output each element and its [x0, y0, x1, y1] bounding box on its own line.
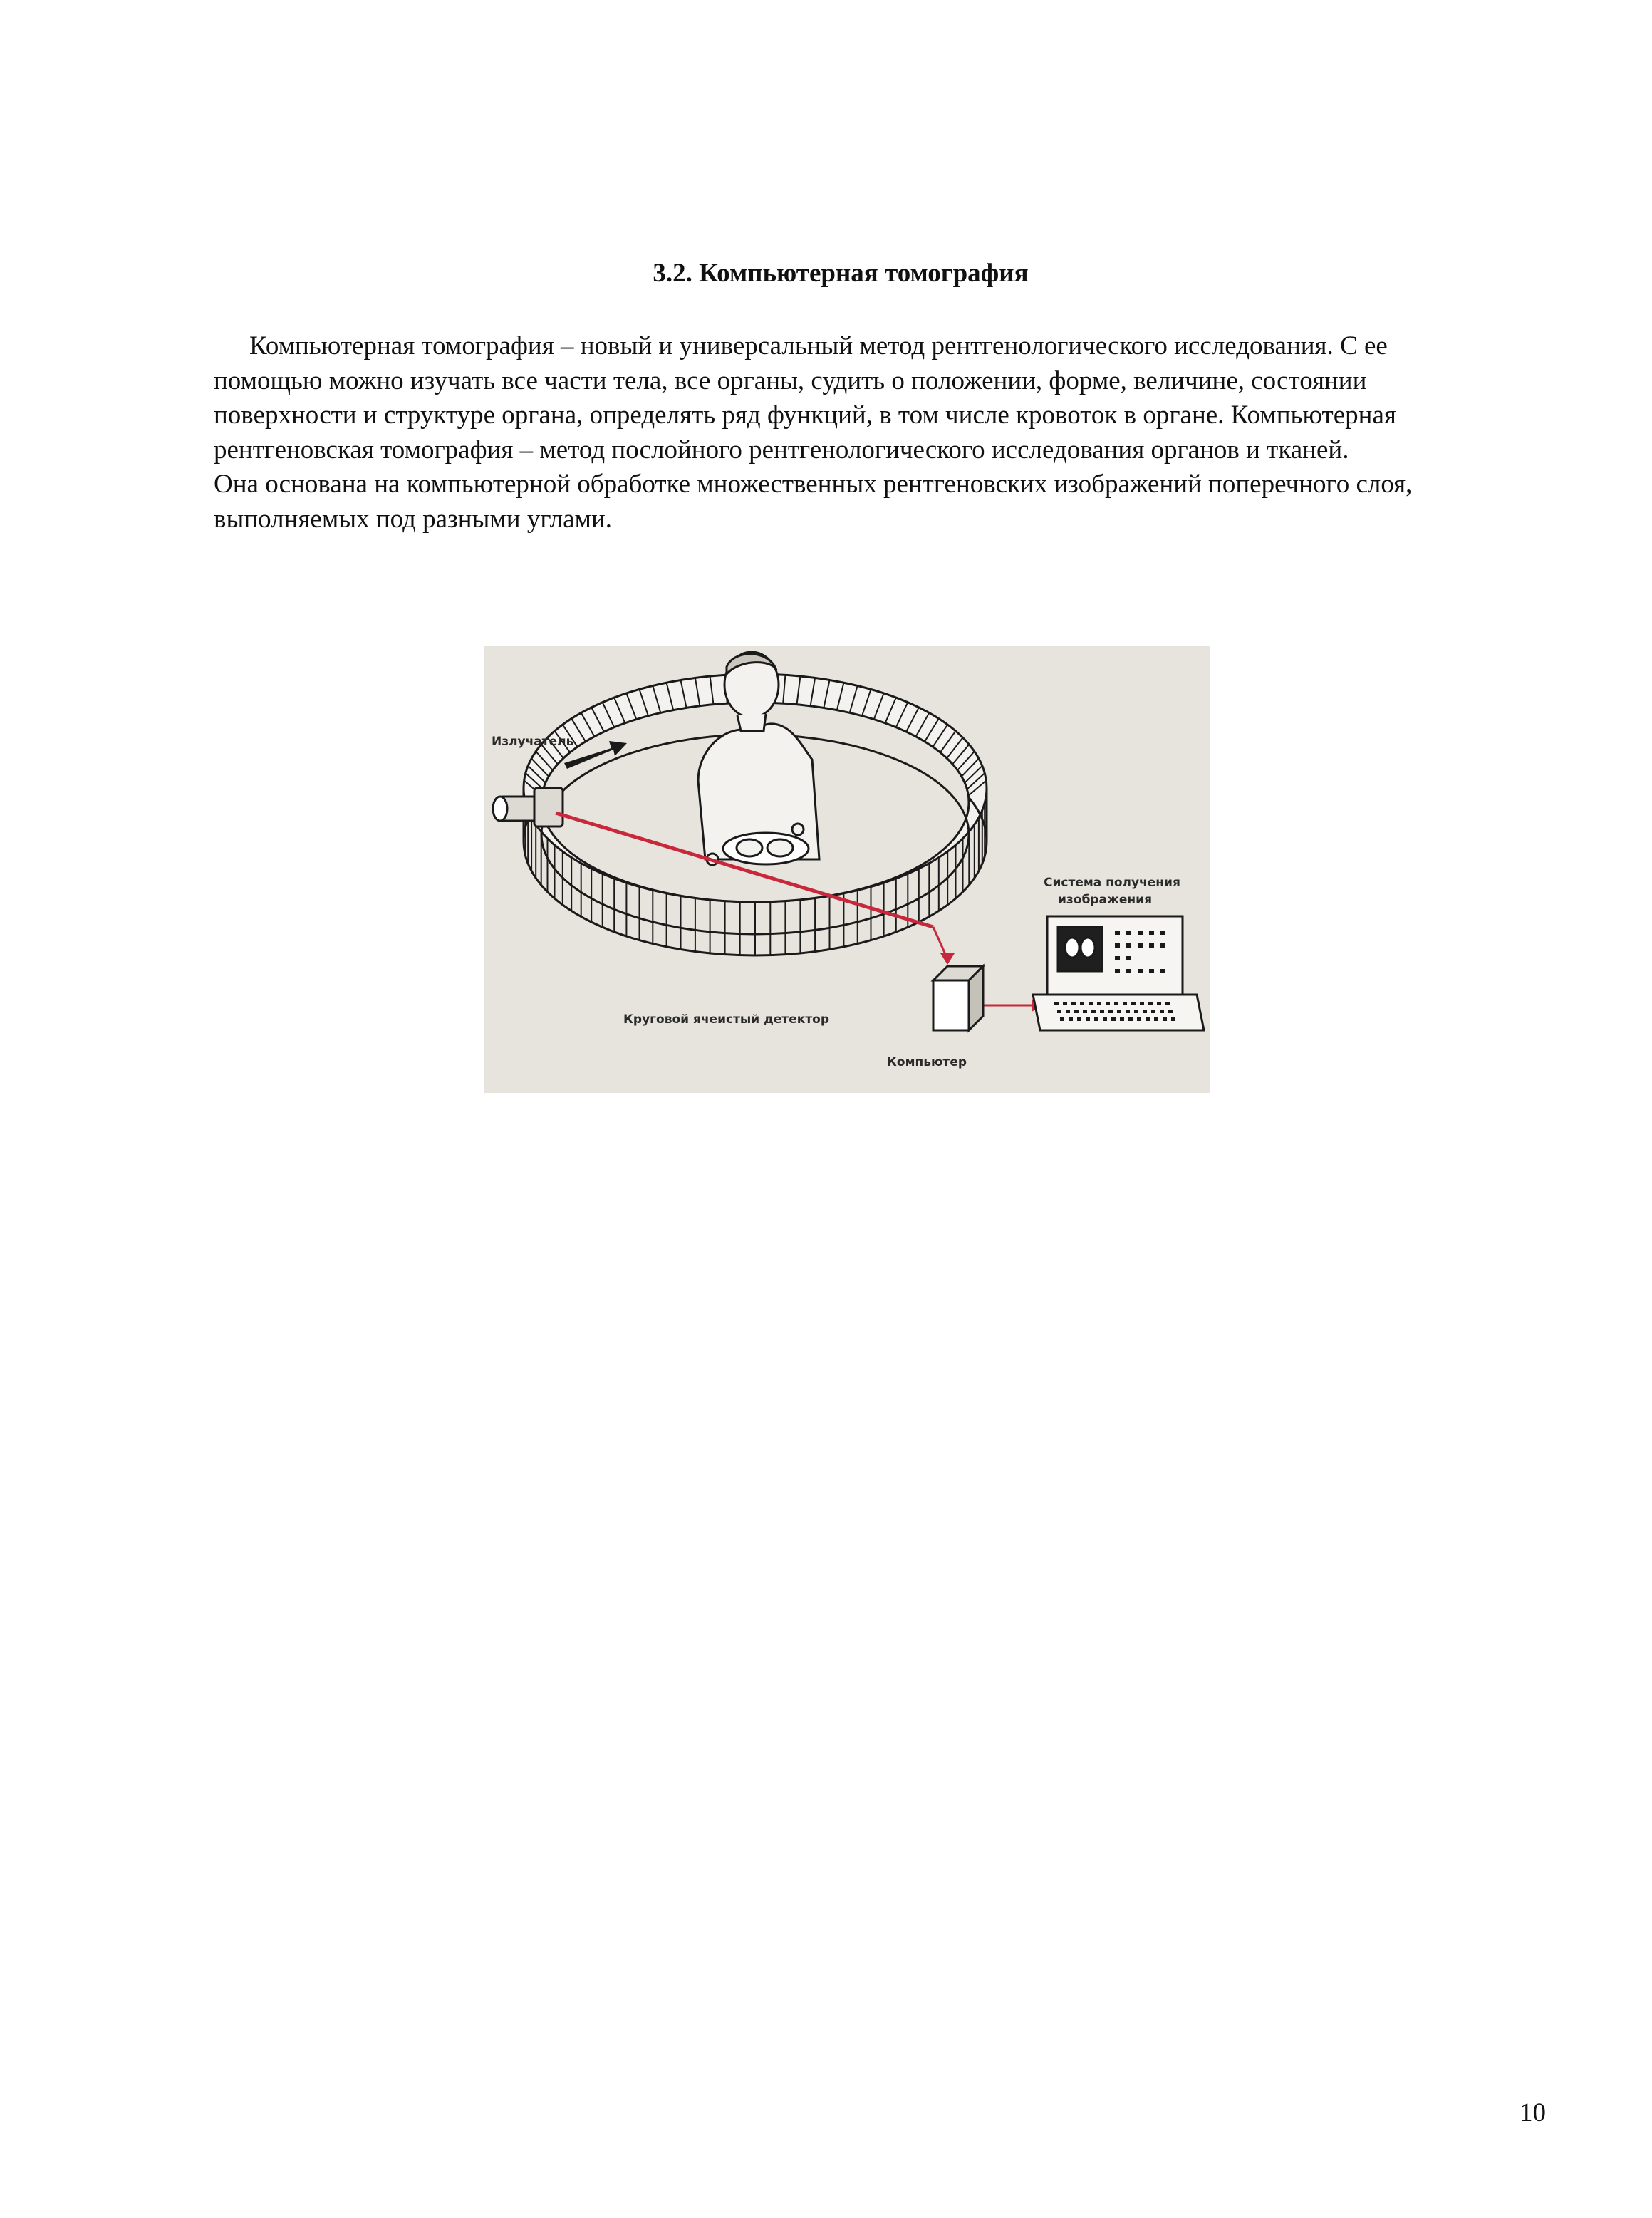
keyboard-key [1080, 1002, 1084, 1005]
paragraph-basis: Она основана на компьютерной обработке множественных рентгеновских изображений поперечного слоя, выполняемых под разными углами. [214, 470, 1413, 534]
keyboard-key [1071, 1002, 1076, 1005]
workstation-button [1149, 931, 1154, 935]
keyboard-key [1168, 1010, 1173, 1013]
ct-scanner-figure [484, 646, 1210, 1093]
workstation-button [1115, 969, 1120, 973]
workstation-button [1138, 931, 1143, 935]
keyboard-key [1126, 1010, 1130, 1013]
keyboard-key [1140, 1002, 1144, 1005]
keyboard-key [1077, 1017, 1081, 1021]
workstation-button [1126, 956, 1131, 960]
workstation-button [1126, 969, 1131, 973]
label-image-system-line1: Система получения [1044, 876, 1180, 890]
keyboard-key [1160, 1010, 1164, 1013]
label-detector: Круговой ячеистый детектор [623, 1012, 830, 1027]
section-heading: 3.2. Компьютерная томография [653, 259, 1029, 288]
keyboard-key [1111, 1017, 1116, 1021]
keyboard-key [1146, 1017, 1150, 1021]
keyboard-key [1063, 1002, 1067, 1005]
keyboard-key [1103, 1017, 1107, 1021]
keyboard-key [1054, 1002, 1059, 1005]
signal-arrow-head [940, 953, 955, 965]
ct-scanner-illustration [484, 646, 1210, 1093]
keyboard-key [1083, 1010, 1087, 1013]
keyboard-key [1157, 1002, 1161, 1005]
keyboard-key [1060, 1017, 1064, 1021]
keyboard-key [1143, 1010, 1147, 1013]
keyboard-key [1151, 1010, 1155, 1013]
keyboard-key [1057, 1010, 1061, 1013]
keyboard-key [1086, 1017, 1090, 1021]
keyboard-key [1120, 1017, 1124, 1021]
workstation-button [1126, 943, 1131, 948]
keyboard-key [1094, 1017, 1098, 1021]
body-text [214, 329, 1467, 537]
keyboard-key [1114, 1002, 1118, 1005]
keyboard-key [1163, 1017, 1167, 1021]
computer-box [933, 966, 983, 1030]
keyboard-key [1069, 1017, 1073, 1021]
workstation-button [1160, 969, 1165, 973]
paragraph-intro: Компьютерная томография – новый и универсальный метод рентгенологического исследования. С ее помощью можно изучать все части тела, все органы, судить о положении, форме, величине, состоянии поверхности и структуре органа, определять ряд функций, в том числе кровоток в органе. Компьютерная рентгеновская томография – метод послойного рентгенологического исследования органов и тканей. [214, 331, 1396, 465]
keyboard-key [1091, 1010, 1096, 1013]
workstation-button [1138, 969, 1143, 973]
keyboard-key [1108, 1010, 1113, 1013]
keyboard-key [1137, 1017, 1141, 1021]
keyboard-key [1171, 1017, 1175, 1021]
label-emitter: Излучатель [492, 735, 574, 749]
keyboard-key [1089, 1002, 1093, 1005]
workstation-button [1149, 943, 1154, 948]
workstation-button [1149, 969, 1154, 973]
label-image-system-line2: изображения [1058, 893, 1152, 907]
workstation-button [1115, 931, 1120, 935]
workstation-button [1115, 943, 1120, 948]
keyboard-key [1066, 1010, 1070, 1013]
keyboard-key [1074, 1010, 1079, 1013]
keyboard-key [1123, 1002, 1127, 1005]
workstation-button [1138, 943, 1143, 948]
workstation-button [1115, 956, 1120, 960]
workstation-button [1160, 931, 1165, 935]
keyboard-key [1165, 1002, 1170, 1005]
keyboard-key [1154, 1017, 1158, 1021]
page-number: 10 [1519, 2098, 1546, 2128]
keyboard-key [1131, 1002, 1136, 1005]
keyboard-key [1117, 1010, 1121, 1013]
keyboard-key [1100, 1010, 1104, 1013]
label-computer: Компьютер [887, 1055, 967, 1069]
keyboard-key [1106, 1002, 1110, 1005]
keyboard-key [1128, 1017, 1133, 1021]
keyboard-key [1097, 1002, 1101, 1005]
workstation-button [1160, 943, 1165, 948]
keyboard-key [1148, 1002, 1153, 1005]
workstation-button [1126, 931, 1131, 935]
keyboard-key [1134, 1010, 1138, 1013]
